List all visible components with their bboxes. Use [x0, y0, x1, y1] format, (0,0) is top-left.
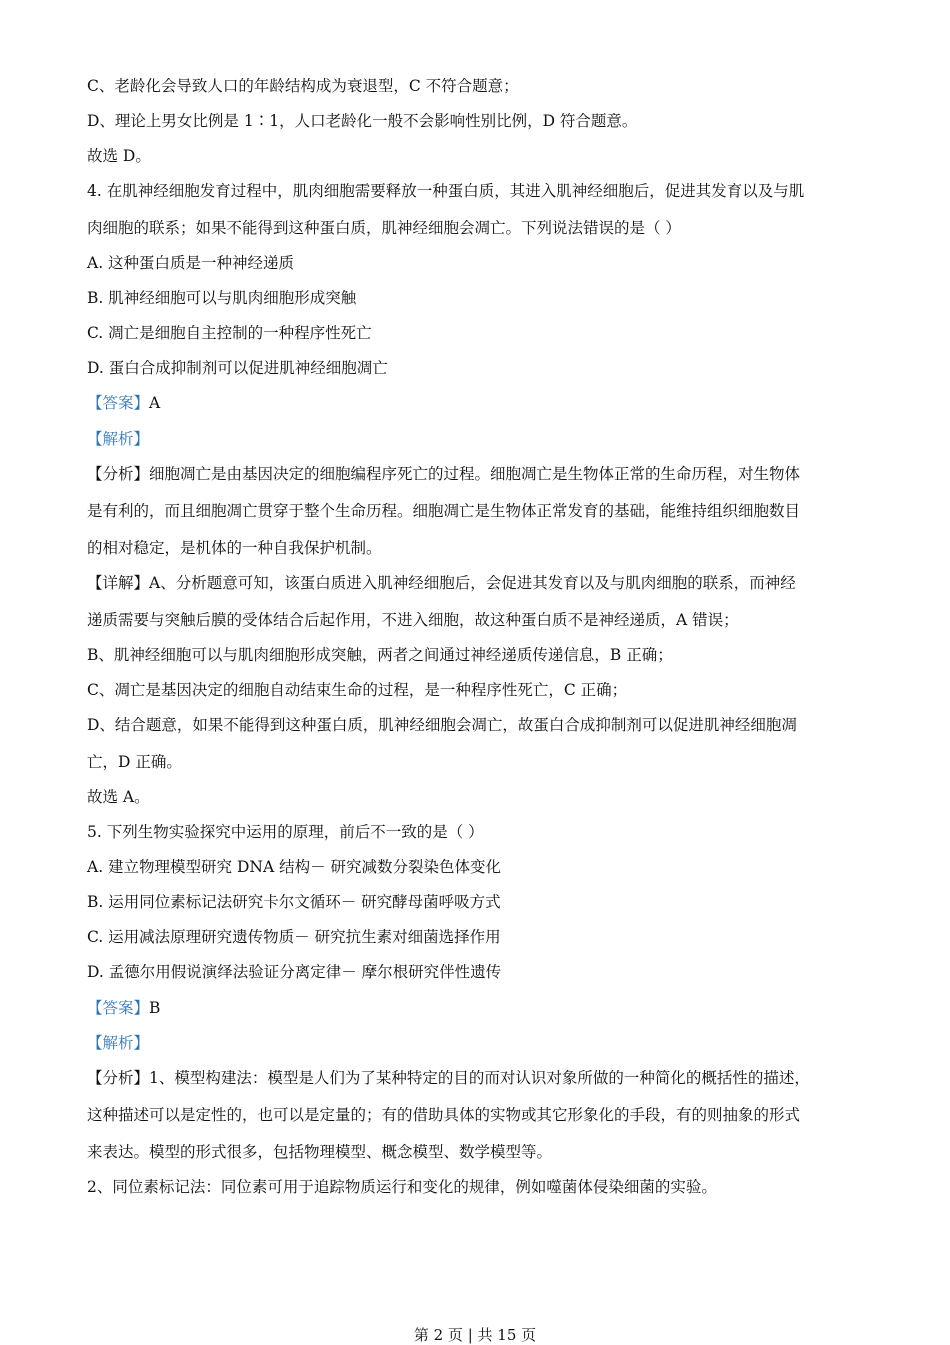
line-text: C. 运用减法原理研究遗传物质－ 研究抗生素对细菌选择作用 [87, 928, 501, 946]
line-text: 故选 D。 [87, 147, 151, 165]
text-line [87, 927, 501, 947]
line-text: C、老龄化会导致人口的年龄结构成为衰退型，C 不符合题意； [87, 77, 519, 95]
text-line [87, 1033, 149, 1053]
line-text: 是有利的，而且细胞凋亡贯穿于整个生命历程。细胞凋亡是生物体正常发育的基础，能维持组织细胞数目 [87, 502, 801, 520]
section-tag: 【答案】 [87, 999, 150, 1017]
text-line [87, 645, 673, 665]
page-footer: 第 2 页 | 共 15 页 [413, 1326, 537, 1344]
line-text: 来表达。模型的形式很多，包括物理模型、概念模型、数学模型等。 [87, 1143, 553, 1161]
line-text: 的相对稳定，是机体的一种自我保护机制。 [87, 539, 382, 557]
text-line [87, 1068, 810, 1088]
line-text: 【详解】A、分析题意可知，该蛋白质进入肌神经细胞后，会促进其发育以及与肌肉细胞的联系，而神经 [87, 574, 796, 592]
text-line [87, 501, 800, 521]
text-line [87, 111, 637, 131]
line-text: C、凋亡是基因决定的细胞自动结束生命的过程，是一种程序性死亡，C 正确； [87, 681, 628, 699]
text-line [87, 1177, 717, 1197]
text-line [87, 573, 796, 593]
text-line [87, 181, 804, 201]
line-text: 2、同位素标记法：同位素可用于追踪物质运行和变化的规律，例如噬菌体侵染细菌的实验。 [87, 1178, 717, 1196]
text-line [87, 822, 484, 842]
line-text: A. 这种蛋白质是一种神经递质 [87, 254, 295, 272]
text-line [87, 715, 797, 735]
line-text: B. 肌神经细胞可以与肌肉细胞形成突触 [87, 289, 357, 307]
text-line [87, 892, 501, 912]
text-line [87, 323, 372, 343]
text-line [87, 752, 182, 772]
line-text: 【分析】细胞凋亡是由基因决定的细胞编程序死亡的过程。细胞凋亡是生物体正常的生命历程，对生物体 [87, 465, 801, 483]
text-line [87, 393, 160, 413]
text-line [87, 787, 150, 807]
line-text: 故选 A。 [87, 788, 150, 806]
line-text: B [149, 999, 161, 1017]
text-line [87, 1105, 800, 1125]
text-line [87, 218, 681, 238]
text-line [87, 1142, 552, 1162]
text-line [87, 464, 800, 484]
text-line [87, 857, 501, 877]
text-line [87, 538, 382, 558]
section-tag: 【解析】 [87, 430, 150, 448]
line-text: C. 凋亡是细胞自主控制的一种程序性死亡 [87, 324, 372, 342]
section-tag: 【解析】 [87, 1034, 150, 1052]
section-tag: 【答案】 [87, 394, 150, 412]
line-text: D. 孟德尔用假说演绎法验证分离定律－ 摩尔根研究伴性遗传 [87, 963, 502, 981]
text-line [87, 253, 294, 273]
line-text: D. 蛋白合成抑制剂可以促进肌神经细胞凋亡 [87, 359, 388, 377]
line-text: A. 建立物理模型研究 DNA 结构－ 研究减数分裂染色体变化 [87, 858, 502, 876]
text-line [87, 288, 356, 308]
text-line [87, 429, 149, 449]
line-text: 4. 在肌神经细胞发育过程中，肌肉细胞需要释放一种蛋白质，其进入肌神经细胞后，促进其发育以及与肌 [87, 182, 805, 200]
line-text: 肉细胞的联系；如果不能得到这种蛋白质，肌神经细胞会凋亡。下列说法错误的是（ ） [87, 219, 681, 237]
line-text: B、肌神经细胞可以与肌肉细胞形成突触，两者之间通过神经递质传递信息，B 正确； [87, 646, 673, 664]
line-text: 递质需要与突触后膜的受体结合后起作用，不进入细胞，故这种蛋白质不是神经递质，A 错误； [87, 611, 739, 629]
line-text: A [149, 394, 161, 412]
text-line [87, 146, 151, 166]
text-line [87, 358, 388, 378]
text-line [87, 962, 501, 982]
text-line [87, 610, 739, 630]
line-text: 亡，D 正确。 [87, 753, 182, 771]
text-line [87, 998, 160, 1018]
line-text: B. 运用同位素标记法研究卡尔文循环－ 研究酵母菌呼吸方式 [87, 893, 501, 911]
line-text: 【分析】1、模型构建法：模型是人们为了某种特定的目的而对认识对象所做的一种简化的概括性的描述， [87, 1069, 810, 1087]
text-line [87, 680, 627, 700]
line-text: 这种描述可以是定性的，也可以是定量的；有的借助具体的实物或其它形象化的手段，有的则抽象的形式 [87, 1106, 801, 1124]
line-text: 5. 下列生物实验探究中运用的原理，前后不一致的是（ ） [87, 823, 484, 841]
line-text: D、结合题意，如果不能得到这种蛋白质，肌神经细胞会凋亡，故蛋白合成抑制剂可以促进肌神经细胞凋 [87, 716, 797, 734]
text-line [87, 76, 519, 96]
line-text: D、理论上男女比例是 1∶1，人口老龄化一般不会影响性别比例，D 符合题意。 [87, 112, 638, 130]
